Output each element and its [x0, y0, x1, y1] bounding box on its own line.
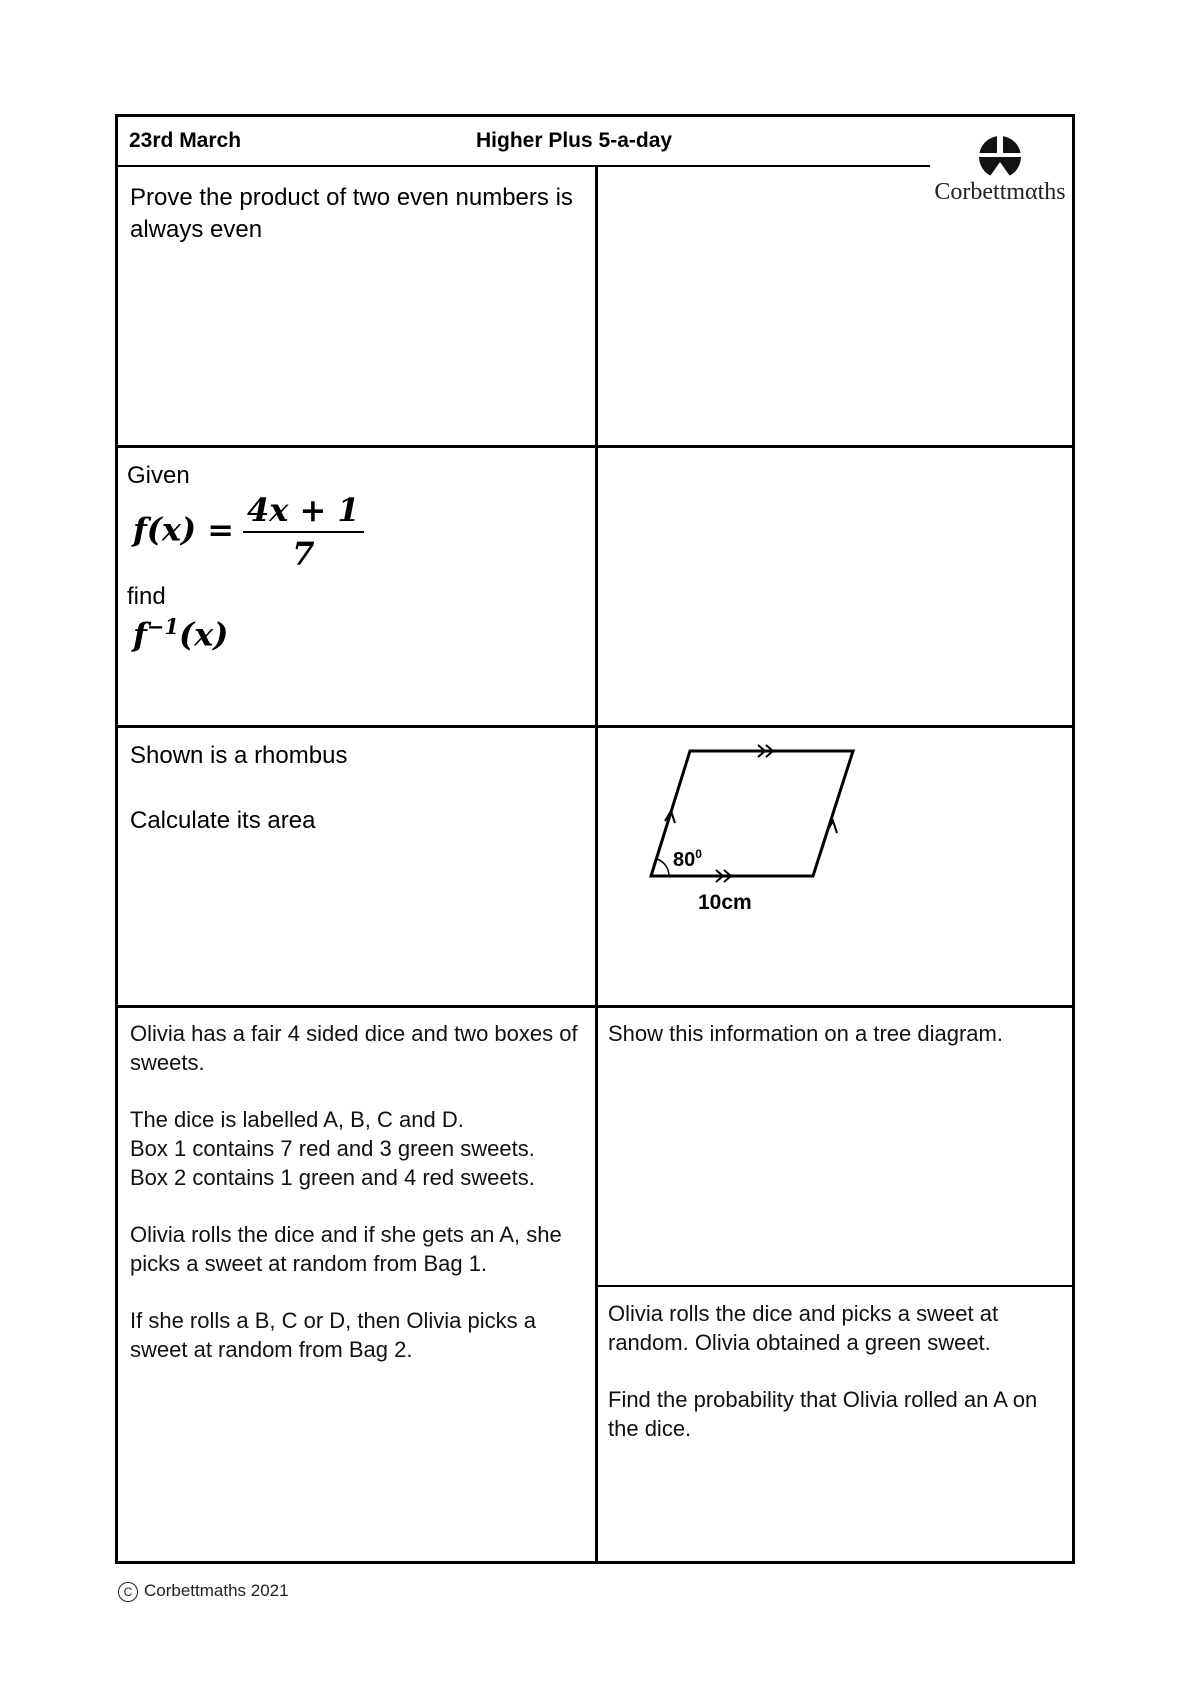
column-divider: [595, 167, 598, 1561]
date-label: 23rd March: [129, 129, 242, 152]
row-divider-2: [118, 725, 1072, 728]
rhombus-diagram: [618, 739, 878, 939]
side-length-label: 10cm: [698, 891, 752, 914]
worksheet-title: Higher Plus 5-a-day: [476, 129, 673, 152]
fraction-denominator: 7: [292, 535, 315, 573]
q4-paragraph-2b: Box 1 contains 7 red and 3 green sweets.: [130, 1136, 535, 1161]
corbettmaths-logo: [930, 135, 1070, 205]
row-divider-1: [118, 445, 1072, 448]
inverse-function: [133, 614, 228, 654]
question-4-followup: [608, 1299, 1058, 1443]
row-divider-3: [118, 1005, 1072, 1008]
row-divider-4-right: [597, 1285, 1072, 1287]
q4-paragraph-2a: The dice is labelled A, B, C and D.: [130, 1107, 464, 1132]
q4-paragraph-2c: Box 2 contains 1 green and 4 red sweets.: [130, 1165, 535, 1190]
question-2-find: find: [127, 583, 166, 610]
function-definition: [133, 491, 364, 573]
angle-arc: [657, 859, 669, 876]
function-fraction: [243, 491, 364, 573]
header-divider: [118, 165, 930, 167]
fraction-numerator: 4x + 1: [243, 491, 364, 533]
question-3-line-2: Calculate its area: [130, 807, 316, 834]
q4-followup-2: Find the probability that Olivia rolled an A on the dice.: [608, 1387, 1038, 1441]
footer-text: Corbettmaths 2021: [144, 1581, 289, 1600]
question-1-text: Prove the product of two even numbers is always even: [130, 184, 573, 243]
footer-copyright: [118, 1581, 289, 1602]
function-lhs: f(x) =: [133, 510, 235, 549]
question-3-line-1: Shown is a rhombus: [130, 742, 348, 769]
worksheet: [115, 114, 1075, 1564]
q4-followup-1: Olivia rolls the dice and picks a sweet at random. Olivia obtained a green sweet.: [608, 1301, 999, 1355]
inverse-base: f: [133, 615, 147, 654]
inverse-argument: (x): [178, 615, 229, 654]
question-2-given: Given: [127, 462, 190, 489]
copyright-icon: C: [118, 1582, 138, 1602]
angle-label: $80^0$: [673, 847, 702, 871]
q4-paragraph-1: Olivia has a fair 4 sided dice and two boxes of sweets.: [130, 1021, 578, 1075]
logo-icon: [930, 135, 1070, 181]
q4-paragraph-3: Olivia rolls the dice and if she gets an A, she picks a sweet at random from Bag 1.: [130, 1222, 562, 1276]
question-4-text: [130, 1019, 585, 1364]
inverse-exponent: −1: [146, 614, 179, 639]
logo-text: Corbettmαths: [934, 179, 1066, 205]
q4-paragraph-4: If she rolls a B, C or D, then Olivia picks a sweet at random from Bag 2.: [130, 1308, 536, 1362]
tree-diagram-instruction: Show this information on a tree diagram.: [608, 1021, 1003, 1046]
